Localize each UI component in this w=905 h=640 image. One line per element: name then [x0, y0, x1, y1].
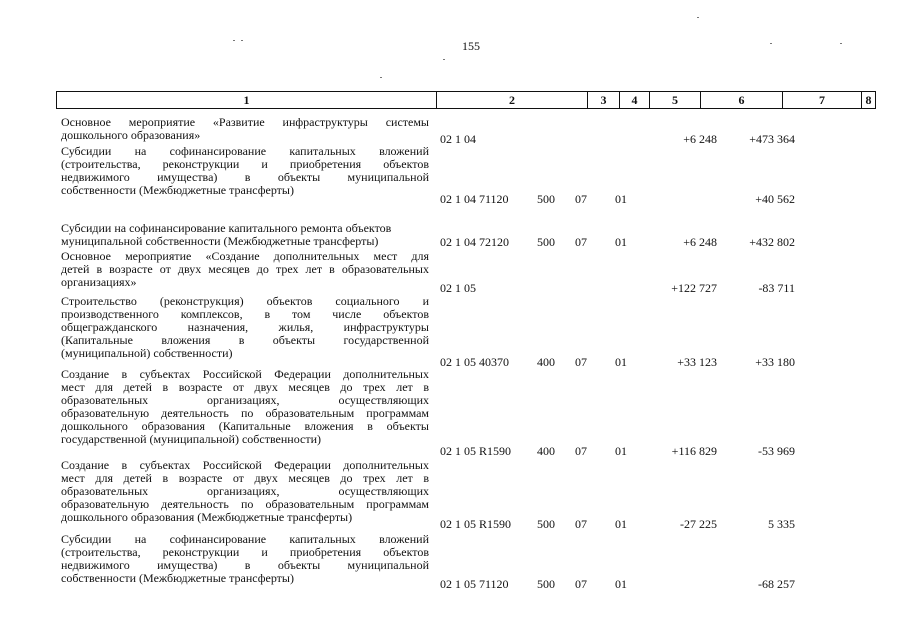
description-line: образовательную деятельность по образовательным программам — [61, 406, 429, 420]
row-col5: 01 — [615, 444, 627, 458]
row-col3: 500 — [537, 517, 555, 531]
description-line: Строительство (реконструкция) объектов социального и — [61, 294, 429, 308]
row-col3: 500 — [537, 235, 555, 249]
description-line: собственности (Межбюджетные трансферты) — [61, 571, 294, 585]
row-col6: +6 248 — [683, 132, 717, 146]
description-line: Субсидии на софинансирование капитального ремонта объектов — [61, 221, 392, 235]
table-row-description — [61, 222, 429, 248]
row-col5: 01 — [615, 235, 627, 249]
description-line: (строительства, реконструкции и приобретения объектов — [61, 545, 429, 559]
row-code: 02 1 05 R1590 — [440, 517, 512, 531]
row-col6: +122 727 — [671, 281, 717, 295]
scan-speck — [233, 40, 235, 41]
table-row-description — [61, 295, 429, 360]
header-col-4: 4 — [619, 92, 649, 108]
description-line: (строительства, реконструкции и приобретения объектов — [61, 157, 429, 171]
scan-speck — [443, 59, 445, 60]
row-col4: 07 — [575, 517, 587, 531]
header-col-3: 3 — [587, 92, 619, 108]
row-code: 02 1 04 72120 — [440, 235, 509, 249]
scan-speck — [770, 43, 772, 44]
row-code: 02 1 05 — [440, 281, 476, 295]
table-row-description — [61, 368, 429, 446]
row-col7: -83 711 — [758, 281, 795, 295]
row-col3: 400 — [537, 355, 555, 369]
table-header — [56, 91, 876, 109]
scan-speck — [241, 40, 243, 41]
row-col6: +116 829 — [671, 444, 717, 458]
row-col7: -68 257 — [758, 577, 795, 591]
description-line: производственного комплексов, в том числе объектов — [61, 307, 429, 321]
description-line: дошкольного образования (Капитальные вложения в объекты — [61, 419, 429, 433]
description-line: Основное мероприятие «Создание дополнительных мест для — [61, 249, 429, 263]
row-col4: 07 — [575, 577, 587, 591]
description-line: детей в возрасте от двух месяцев до трех лет в образовательных — [61, 262, 429, 276]
description-line: организациях» — [61, 275, 137, 289]
row-col6: +6 248 — [683, 235, 717, 249]
description-line: образовательную деятельность по образовательным программам — [61, 497, 429, 511]
description-line: дошкольного образования (Межбюджетные трансферты) — [61, 510, 353, 524]
row-col7: -53 969 — [758, 444, 795, 458]
description-line: (Капитальные вложения в объекты государственной — [61, 333, 429, 347]
row-code: 02 1 04 71120 — [440, 192, 509, 206]
description-line: дошкольного образования» — [61, 128, 201, 142]
scan-speck — [697, 17, 699, 18]
description-line: Основное мероприятие «Развитие инфраструктуры системы — [61, 115, 429, 129]
description-line: мест для детей в возрасте от двух месяцев до трех лет в — [61, 380, 429, 394]
table-row-description — [61, 116, 429, 142]
header-col-6: 6 — [700, 92, 782, 108]
row-col6: -27 225 — [680, 517, 717, 531]
description-line: государственной (муниципальной) собственности) — [61, 432, 322, 446]
row-col5: 01 — [615, 577, 627, 591]
description-line: Субсидии на софинансирование капитальных вложений — [61, 532, 429, 546]
row-col4: 07 — [575, 355, 587, 369]
description-line: недвижимого имущества) в объекты муниципальной — [61, 558, 429, 572]
row-col7: 5 335 — [768, 517, 795, 531]
table-row-description — [61, 459, 429, 524]
row-col3: 400 — [537, 444, 555, 458]
row-code: 02 1 04 — [440, 132, 476, 146]
row-col7: +432 802 — [749, 235, 795, 249]
page-number: 155 — [462, 39, 480, 53]
description-line: муниципальной собственности (Межбюджетные трансферты) — [61, 234, 379, 248]
header-col-8: 8 — [861, 92, 875, 108]
row-col7: +33 180 — [755, 355, 795, 369]
table-row-description — [61, 533, 429, 585]
row-col4: 07 — [575, 235, 587, 249]
row-col4: 07 — [575, 192, 587, 206]
row-col5: 01 — [615, 192, 627, 206]
scan-speck — [840, 43, 842, 44]
description-line: собственности (Межбюджетные трансферты) — [61, 183, 294, 197]
row-code: 02 1 05 71120 — [440, 577, 509, 591]
row-col5: 01 — [615, 355, 627, 369]
row-col6: +33 123 — [677, 355, 717, 369]
description-line: Создание в субъектах Российской Федерации дополнительных — [61, 367, 429, 381]
header-col-7: 7 — [782, 92, 861, 108]
row-col4: 07 — [575, 444, 587, 458]
row-col7: +40 562 — [755, 192, 795, 206]
row-col7: +473 364 — [749, 132, 795, 146]
description-line: Создание в субъектах Российской Федерации дополнительных — [61, 458, 429, 472]
row-col5: 01 — [615, 517, 627, 531]
table-row-description — [61, 250, 429, 289]
header-col-1: 1 — [243, 93, 250, 107]
row-code: 02 1 05 40370 — [440, 355, 509, 369]
table-row-description — [61, 145, 429, 197]
header-col-2: 2 — [436, 92, 587, 108]
description-line: мест для детей в возрасте от двух месяцев до трех лет в — [61, 471, 429, 485]
row-code: 02 1 05 R1590 — [440, 444, 512, 458]
row-col3: 500 — [537, 192, 555, 206]
row-col3: 500 — [537, 577, 555, 591]
header-col-5: 5 — [649, 92, 700, 108]
description-line: (муниципальной) собственности) — [61, 346, 233, 360]
description-line: Субсидии на софинансирование капитальных вложений — [61, 144, 429, 158]
description-line: недвижимого имущества) в объекты муниципальной — [61, 170, 429, 184]
scan-speck — [380, 77, 382, 78]
description-line: общегражданского назначения, жилья, инфраструктуры — [61, 320, 429, 334]
description-line: образовательных организациях, осуществляющих — [61, 393, 429, 407]
description-line: образовательных организациях, осуществляющих — [61, 484, 429, 498]
